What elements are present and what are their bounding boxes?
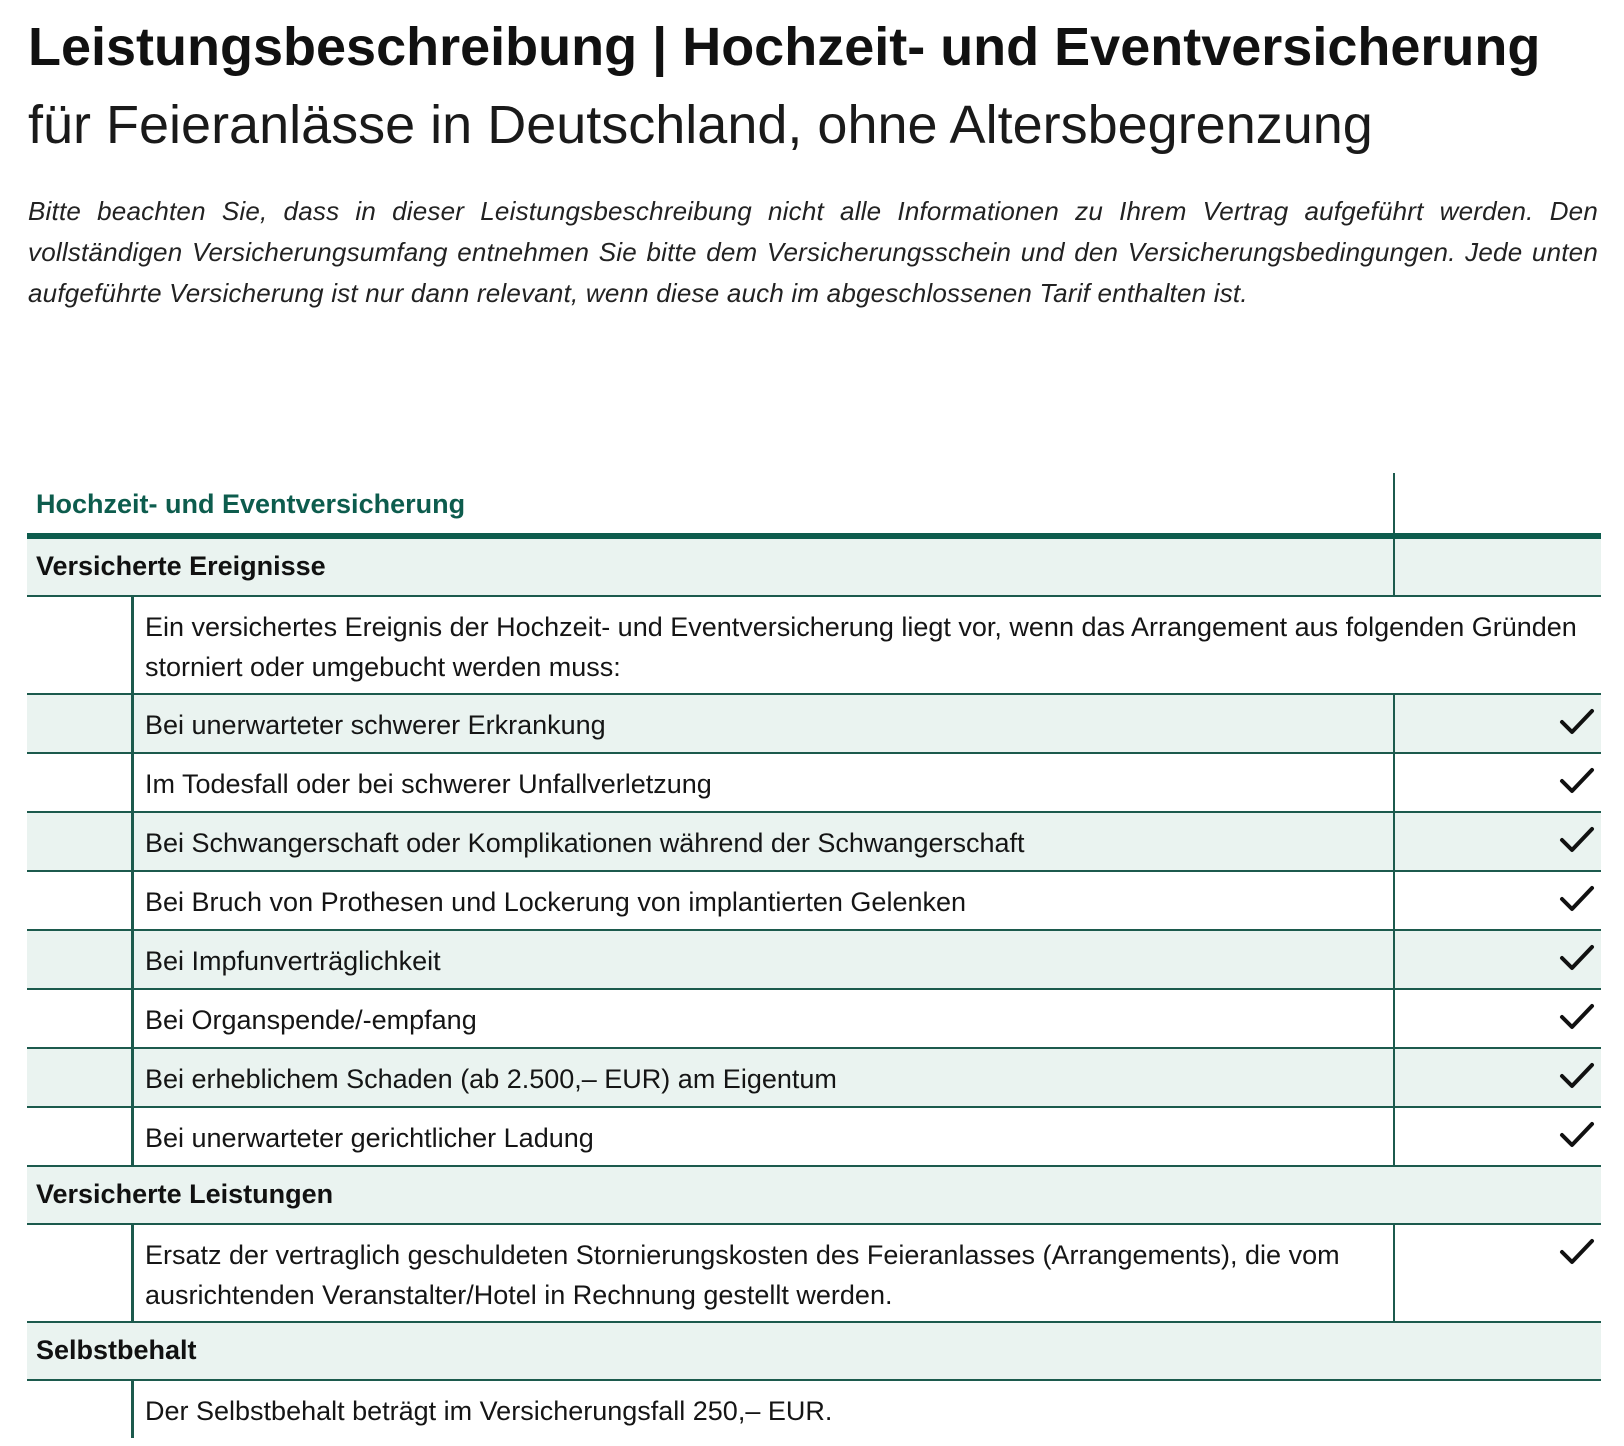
checkmark-icon <box>1559 1237 1595 1267</box>
indent-cell <box>27 1381 134 1438</box>
table-row <box>27 813 1601 872</box>
indent-cell <box>27 754 134 811</box>
indent-cell <box>27 931 134 988</box>
table-row <box>27 990 1601 1049</box>
table-header <box>27 473 1601 539</box>
check-cell <box>1393 1049 1601 1106</box>
section-row-deductible <box>27 1323 1601 1381</box>
coverage-table <box>27 473 1601 1438</box>
page-title: Leistungsbeschreibung | Hochzeit- und Eventversicherung <box>28 17 1541 77</box>
indent-cell <box>27 1225 134 1321</box>
row-text: Bei unerwarteter schwerer Erkrankung <box>145 710 606 740</box>
table-row <box>27 695 1601 754</box>
row-text: Im Todesfall oder bei schwerer Unfallverletzung <box>145 769 712 799</box>
table-row <box>27 931 1601 990</box>
row-text: Bei Impfunverträglichkeit <box>145 946 441 976</box>
checkmark-icon <box>1559 943 1595 973</box>
table-row <box>27 754 1601 813</box>
checkmark-icon <box>1559 1061 1595 1091</box>
table-title: Hochzeit- und Eventversicherung <box>36 489 466 519</box>
row-text: Bei Schwangerschaft oder Komplikationen während der Schwangerschaft <box>145 828 1025 858</box>
page-subtitle: für Feieranlässe in Deutschland, ohne Altersbegrenzung <box>28 95 1373 155</box>
check-cell <box>1393 754 1601 811</box>
row-text: Der Selbstbehalt beträgt im Versicherungsfall 250,– EUR. <box>145 1396 833 1426</box>
section-row-events <box>27 539 1601 597</box>
checkmark-icon <box>1559 766 1595 796</box>
section-label: Versicherte Ereignisse <box>36 551 326 581</box>
checkmark-icon <box>1559 884 1595 914</box>
check-cell <box>1393 695 1601 752</box>
table-row <box>27 1049 1601 1108</box>
table-row <box>27 597 1601 695</box>
indent-cell <box>27 695 134 752</box>
check-cell <box>1393 872 1601 929</box>
indent-cell <box>27 872 134 929</box>
intro-paragraph: Bitte beachten Sie, dass in dieser Leistungsbeschreibung nicht alle Informationen zu Ihrem Vertrag aufgeführt werden. Den vollständigen Versicherungsumfang entnehmen Sie bitte dem Versicherungsschein und den Versicherungsbedingungen. Jede unten aufgeführte Versicherung ist nur dann relevant, wenn diese auch im abgeschlossenen Tarif enthalten ist. <box>28 196 1598 308</box>
table-row <box>27 872 1601 931</box>
checkmark-icon <box>1559 1120 1595 1150</box>
row-text: Bei Bruch von Prothesen und Lockerung von implantierten Gelenken <box>145 887 967 917</box>
checkmark-icon <box>1559 1002 1595 1032</box>
table-row <box>27 1381 1601 1438</box>
row-text: Bei erheblichem Schaden (ab 2.500,– EUR) am Eigentum <box>145 1064 837 1094</box>
row-text: Bei unerwarteter gerichtlicher Ladung <box>145 1123 594 1153</box>
table-row <box>27 1225 1601 1323</box>
row-text: Bei Organspende/-empfang <box>145 1005 477 1035</box>
checkmark-icon <box>1559 825 1595 855</box>
check-cell <box>1393 1108 1601 1165</box>
section-label: Selbstbehalt <box>36 1335 197 1365</box>
column-divider <box>1393 539 1395 595</box>
section-row-benefits <box>27 1167 1601 1225</box>
check-cell <box>1393 813 1601 870</box>
check-cell <box>1393 931 1601 988</box>
row-text: Ersatz der vertraglich geschuldeten Stornierungskosten des Feieranlasses (Arrangements), die vom ausrichtenden Veranstalter/Hotel in Rechnung gestellt werden. <box>145 1240 1340 1310</box>
column-divider <box>1393 473 1395 533</box>
row-text: Ein versichertes Ereignis der Hochzeit- und Eventversicherung liegt vor, wenn das Arrangement aus folgenden Gründen storniert oder umgebucht werden muss: <box>145 612 1577 682</box>
section-label: Versicherte Leistungen <box>36 1179 334 1209</box>
indent-cell <box>27 597 134 693</box>
indent-cell <box>27 1108 134 1165</box>
indent-cell <box>27 813 134 870</box>
checkmark-icon <box>1559 707 1595 737</box>
table-row <box>27 1108 1601 1167</box>
check-cell <box>1393 1225 1601 1321</box>
indent-cell <box>27 990 134 1047</box>
check-cell <box>1393 990 1601 1047</box>
indent-cell <box>27 1049 134 1106</box>
